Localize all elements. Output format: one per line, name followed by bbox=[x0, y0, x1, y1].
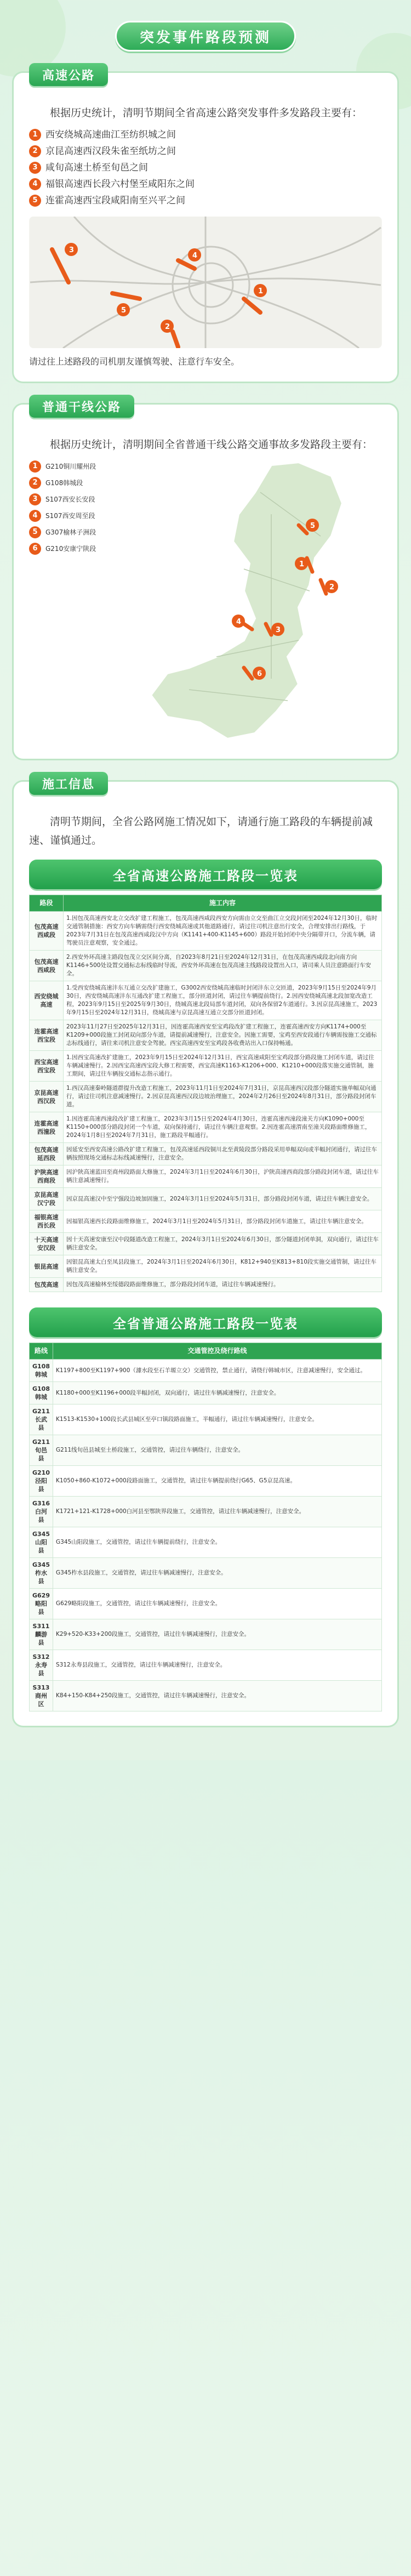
trunk-card bbox=[12, 400, 399, 760]
table-row bbox=[30, 1112, 382, 1143]
col-header: 交通管控及绕行路线 bbox=[53, 1343, 382, 1360]
cell-road: 包茂高速 bbox=[30, 1278, 64, 1292]
table-row bbox=[30, 1051, 382, 1082]
page-title-banner bbox=[115, 21, 296, 52]
col-header: 施工内容 bbox=[64, 895, 382, 912]
svg-text:5: 5 bbox=[121, 306, 127, 315]
cell-info: K1721+121-K1728+000白河县至鄂陕界段施工，交通管控，请过往车辆减速慢行，注意安全。 bbox=[53, 1497, 382, 1527]
cell-road: 京昆高速汉宁段 bbox=[30, 1188, 64, 1210]
cell-road: G345柞水县 bbox=[30, 1558, 53, 1589]
list-item bbox=[29, 524, 128, 541]
list-item-text: G210安康宁陕段 bbox=[45, 545, 96, 553]
svg-text:3: 3 bbox=[276, 626, 281, 634]
cell-info: G629略阳段施工，交通管控，请过往车辆减速慢行，注意安全。 bbox=[53, 1589, 382, 1619]
number-badge: 6 bbox=[29, 543, 41, 555]
highway-construction-table bbox=[29, 895, 382, 1292]
table-row bbox=[30, 1082, 382, 1112]
cell-info: 因银昆高速太白至凤县段施工，2024年3月1日至2024年6月30日，K812+940至K813+810段实施交通管制，请过往车辆注意安全。 bbox=[64, 1255, 382, 1278]
table-row bbox=[30, 981, 382, 1020]
svg-text:2: 2 bbox=[329, 583, 335, 592]
number-badge: 4 bbox=[29, 510, 41, 522]
table-row bbox=[30, 1020, 382, 1051]
cell-road: G210泾阳县 bbox=[30, 1466, 53, 1497]
cell-info: 因京昆高速汉中至宁强段边坡加固施工，2024年3月1日至2024年5月31日，部分路段封闭车道，请过往车辆注意安全。 bbox=[64, 1188, 382, 1210]
table-row bbox=[30, 1278, 382, 1292]
list-item-text: G210铜川耀州段 bbox=[45, 463, 96, 470]
list-item bbox=[29, 541, 128, 557]
cell-road: S311麟游县 bbox=[30, 1619, 53, 1650]
trunk-body bbox=[29, 454, 382, 744]
svg-text:1: 1 bbox=[299, 560, 305, 568]
table-row bbox=[30, 1360, 382, 1382]
cell-info: K84+150-K84+250段施工，交通管控，请过往车辆减速慢行，注意安全。 bbox=[53, 1681, 382, 1711]
highway-card bbox=[12, 71, 399, 383]
cell-road: G345山阳县 bbox=[30, 1527, 53, 1558]
cell-info: G211线旬邑县城至土桥段施工，交通管控，请过往车辆绕行，注意安全。 bbox=[53, 1435, 382, 1466]
list-item-text: 咸旬高速土桥至旬邑之间 bbox=[45, 162, 148, 173]
list-item bbox=[29, 475, 128, 491]
table-row bbox=[30, 1650, 382, 1681]
cell-info: 因延安至西安高速公路改扩建工程施工，包茂高速延西段铜川北至黄陵段部分路段采用单幅双向或半幅封闭通行，请过往车辆按照现场交通标志标线减速慢行，注意安全。 bbox=[64, 1143, 382, 1165]
list-item-text: 西安绕城高速曲江至纺织城之间 bbox=[45, 129, 176, 140]
list-item bbox=[29, 508, 128, 524]
cell-info: G345柞水县段施工，交通管控，请过往车辆减速慢行，注意安全。 bbox=[53, 1558, 382, 1589]
cell-info: 1.受西安绕城高速沣东互通立交改扩建施工，G3002西安绕城高速临时封闭沣东立交匝道，2023年9月15日至2024年9月30日，西安绕城高速沣东互通改扩建工程施工，部分匝道封闭，请过往车辆提前绕行。2.因西安绕城高速北段加宽改造工程，2023年9月15日至2025年9月30日，绕城高速北段局部车道封闭，双向各保留2车道通行。3.因京昆高速施工，2023年9月15日至2024年12月31日，绕城高速与京昆高速互通立交部分匝道封闭。 bbox=[64, 981, 382, 1020]
shaanxi-map-graphic bbox=[128, 459, 382, 744]
page-title: 突发事件路段预测 bbox=[139, 29, 271, 46]
cell-info: S312永寿县段施工，交通管控，请过往车辆减速慢行，注意安全。 bbox=[53, 1650, 382, 1681]
table-row bbox=[30, 912, 382, 951]
construction-tag-label: 施工信息 bbox=[42, 777, 95, 792]
trunk-tag bbox=[29, 395, 134, 418]
number-badge: 1 bbox=[29, 460, 41, 473]
list-item-text: G307榆林子洲段 bbox=[45, 528, 96, 536]
list-item bbox=[29, 127, 382, 143]
highway-intro: 根据历史统计，清明节期间全省高速公路突发事件多发路段主要有： bbox=[50, 107, 363, 119]
list-item-text: G108韩城段 bbox=[45, 479, 83, 487]
table-row bbox=[30, 1497, 382, 1527]
cell-info: K1513-K1530+100段长武县城区至亭口镇段路面施工，半幅通行，请过往车辆减速慢行，注意安全。 bbox=[53, 1404, 382, 1435]
cell-road: 包茂高速西咸段 bbox=[30, 912, 64, 951]
highway-tag bbox=[29, 63, 108, 86]
number-badge: 2 bbox=[29, 477, 41, 489]
svg-text:3: 3 bbox=[69, 246, 75, 254]
list-item-text: S107西安周至段 bbox=[45, 512, 95, 520]
table-row bbox=[30, 1233, 382, 1255]
cell-info: K1180+000至K1196+000段半幅封闭，双向通行，请过往车辆减速慢行，注意安全。 bbox=[53, 1382, 382, 1404]
table-row bbox=[30, 1558, 382, 1589]
cell-info: 1.因包茂高速西安北立交改扩建工程施工，包茂高速西咸段西安方向需由立交至曲江立交段封闭至2024年12月30日，临时交通管制措施：西安方向车辆需绕行西安绕城高速或其他道路通行，请过往司机注意出行安全，合理安排出行路线，于2023年7月31日在包茂高速西咸段汉中方向（K1141+400-K1145+600）路段开始封闭中央分隔带开口，分流车辆，请驾驶员注意观察，安全通过。 bbox=[64, 912, 382, 951]
table-row bbox=[30, 1527, 382, 1558]
cell-road: G211长武县 bbox=[30, 1404, 53, 1435]
cell-info: 因沪陕高速蓝田至商州段路面大修施工，2024年3月1日至2024年6月30日，沪陕高速西商段部分路段封闭车道，请过往车辆注意减速慢行。 bbox=[64, 1165, 382, 1188]
list-item bbox=[29, 176, 382, 192]
table-row bbox=[30, 951, 382, 981]
table-row bbox=[30, 1466, 382, 1497]
number-badge: 2 bbox=[29, 145, 41, 157]
table-row bbox=[30, 1589, 382, 1619]
construction-card bbox=[12, 777, 399, 1727]
table-row bbox=[30, 1619, 382, 1650]
cell-road: 连霍高速西宝段 bbox=[30, 1020, 64, 1051]
cell-road: 银昆高速 bbox=[30, 1255, 64, 1278]
cell-road: G211旬邑县 bbox=[30, 1435, 53, 1466]
table-row bbox=[30, 1165, 382, 1188]
trunk-list bbox=[29, 458, 128, 744]
trunk-tag-label: 普通干线公路 bbox=[42, 400, 122, 414]
cell-road: 沪陕高速西商段 bbox=[30, 1165, 64, 1188]
cell-info: G345山阳段施工，交通管控，请过往车辆提前绕行，注意安全。 bbox=[53, 1527, 382, 1558]
svg-text:4: 4 bbox=[192, 252, 198, 260]
list-item bbox=[29, 192, 382, 209]
cell-info: K1197+800至K1197+900（澽水段至石羊塬立交）交通管控，禁止通行，请绕行韩城市区，注意减速慢行，安全通过。 bbox=[53, 1360, 382, 1382]
table-row bbox=[30, 1210, 382, 1233]
cell-road: 十天高速安汉段 bbox=[30, 1233, 64, 1255]
highway-note: 请过往上述路段的司机朋友谨慎驾驶、注意行车安全。 bbox=[29, 356, 240, 367]
cell-info: K1050+860-K1072+000段路面施工，交通管控，请过往车辆提前绕行G65、G5京昆高速。 bbox=[53, 1466, 382, 1497]
number-badge: 5 bbox=[29, 195, 41, 207]
cell-road: 西安绕城高速 bbox=[30, 981, 64, 1020]
table-row bbox=[30, 1382, 382, 1404]
table-row bbox=[30, 1681, 382, 1711]
highway-table-title: 全省高速公路施工路段一览表 bbox=[29, 860, 382, 889]
list-item bbox=[29, 458, 128, 475]
cell-info: 因十天高速安康至汉中段隧道改造工程施工，2024年3月1日至2024年6月30日，部分隧道封闭单洞，双向通行，请过往车辆注意安全。 bbox=[64, 1233, 382, 1255]
number-badge: 4 bbox=[29, 178, 41, 190]
cell-road: 京昆高速西汉段 bbox=[30, 1082, 64, 1112]
list-item bbox=[29, 160, 382, 176]
construction-tag bbox=[29, 772, 108, 795]
number-badge: 5 bbox=[29, 526, 41, 538]
table-row bbox=[30, 1143, 382, 1165]
trunk-intro: 根据历史统计，清明期间全省普通干线公路交通事故多发路段主要有： bbox=[50, 439, 373, 451]
number-badge: 3 bbox=[29, 162, 41, 174]
trunk-construction-table bbox=[29, 1343, 382, 1711]
highway-tag-label: 高速公路 bbox=[42, 69, 95, 83]
table-row bbox=[30, 1255, 382, 1278]
cell-road: G316白河县 bbox=[30, 1497, 53, 1527]
col-header: 路线 bbox=[30, 1343, 53, 1360]
number-badge: 1 bbox=[29, 129, 41, 141]
highway-map-graphic bbox=[29, 217, 382, 348]
list-item bbox=[29, 491, 128, 508]
list-item-text: 福银高速西长段六村堡至咸阳东之间 bbox=[45, 179, 195, 190]
svg-text:4: 4 bbox=[236, 618, 242, 626]
cell-road: 西宝高速西宝段 bbox=[30, 1051, 64, 1082]
col-header: 路段 bbox=[30, 895, 64, 912]
list-item-text: S107西安长安段 bbox=[45, 496, 95, 503]
cell-road: S313商州区 bbox=[30, 1681, 53, 1711]
cell-info: 2.西安外环高速主路段包茂立交区间分离，自2023年8月21日至2024年12月31日，在包茂高速西咸段北向南方向K1146+500处设置交通标志标线临时导流，西安外环高速在包茂高速主线路段设置出入口，请司乘人员注意路面行车安全。 bbox=[64, 951, 382, 981]
cell-road: G108韩城 bbox=[30, 1382, 53, 1404]
shaanxi-map bbox=[128, 459, 382, 744]
cell-road: S312永寿县 bbox=[30, 1650, 53, 1681]
cell-info: 1.因西宝高速改扩建施工，2023年9月15日至2024年12月31日，西宝高速咸阳至宝鸡段部分路段施工封闭车道，请过往车辆减速慢行。2.因西宝高速西宝段大修工程需要，西宝高速K1163-K1206+000、K1210+000段落实施交通管制，施工期间，请过往车辆按交通标志指示通行。 bbox=[64, 1051, 382, 1082]
cell-road: 包茂高速延西段 bbox=[30, 1143, 64, 1165]
cell-info: 2023年11月27日至2025年12月31日，因连霍高速西安至宝鸡段改扩建工程施工，连霍高速西安方向K1174+000至K1209+000段施工封闭双向部分车道，请提前减速慢行，注意安全。因施工需要，宝鸡至西安段通行车辆需按施工交通标志标线通行，请往来司机注意安全驾驶。西宝高速西安至宝鸡段各收费站出入口保持畅通。 bbox=[64, 1020, 382, 1051]
table-row bbox=[30, 1435, 382, 1466]
cell-info: 1.西汉高速秦岭隧道群提升改造工程施工，2023年11月1日至2024年7月31日，京昆高速西汉段部分隧道实施单幅双向通行，请过往司机注意减速慢行。2.因京昆高速西汉段边坡治理施工，2024年2月26日至2024年8月31日，部分路段封闭车道。 bbox=[64, 1082, 382, 1112]
construction-intro: 清明节期间，全省公路网施工情况如下，请通行施工路段的车辆提前减速、谨慎通过。 bbox=[29, 816, 373, 846]
svg-text:1: 1 bbox=[258, 287, 264, 295]
svg-text:5: 5 bbox=[310, 522, 316, 530]
cell-road: G629略阳县 bbox=[30, 1589, 53, 1619]
svg-text:2: 2 bbox=[165, 323, 170, 331]
cell-info: 因福银高速西长段路面维修施工，2024年3月1日至2024年5月31日，部分路段封闭车道施工，请过往车辆注意安全。 bbox=[64, 1210, 382, 1233]
cell-road: 连霍高速西潼段 bbox=[30, 1112, 64, 1143]
table-row bbox=[30, 1404, 382, 1435]
trunk-table-title: 全省普通公路施工路段一览表 bbox=[29, 1307, 382, 1337]
list-item bbox=[29, 143, 382, 160]
svg-text:6: 6 bbox=[257, 670, 262, 678]
cell-road: 福银高速西长段 bbox=[30, 1210, 64, 1233]
cell-info: 1.因连霍高速西潼段改扩建工程施工，2023年3月15日至2024年4月30日，连霍高速西潼段潼关方向K1090+000至K1150+000部分路段封闭一个车道，双向保持通行，请过往车辆注意观察。2.因连霍高速渭南至潼关段路面维修施工，2024年1月8日至2024年7月31日，施工路段半幅通行。 bbox=[64, 1112, 382, 1143]
table-row bbox=[30, 1188, 382, 1210]
cell-road: 包茂高速西咸段 bbox=[30, 951, 64, 981]
number-badge: 3 bbox=[29, 493, 41, 505]
list-item-text: 京昆高速西汉段朱雀至纸坊之间 bbox=[45, 146, 176, 157]
highway-list bbox=[29, 127, 382, 209]
highway-map bbox=[29, 217, 382, 348]
cell-road: G108韩城 bbox=[30, 1360, 53, 1382]
cell-info: 因包茂高速榆林至绥德段路面维修施工，部分路段封闭车道，请过往车辆减速慢行。 bbox=[64, 1278, 382, 1292]
cell-info: K29+520-K33+200段施工，交通管控，请过往车辆减速慢行，注意安全。 bbox=[53, 1619, 382, 1650]
list-item-text: 连霍高速西宝段咸阳南至兴平之间 bbox=[45, 195, 185, 206]
